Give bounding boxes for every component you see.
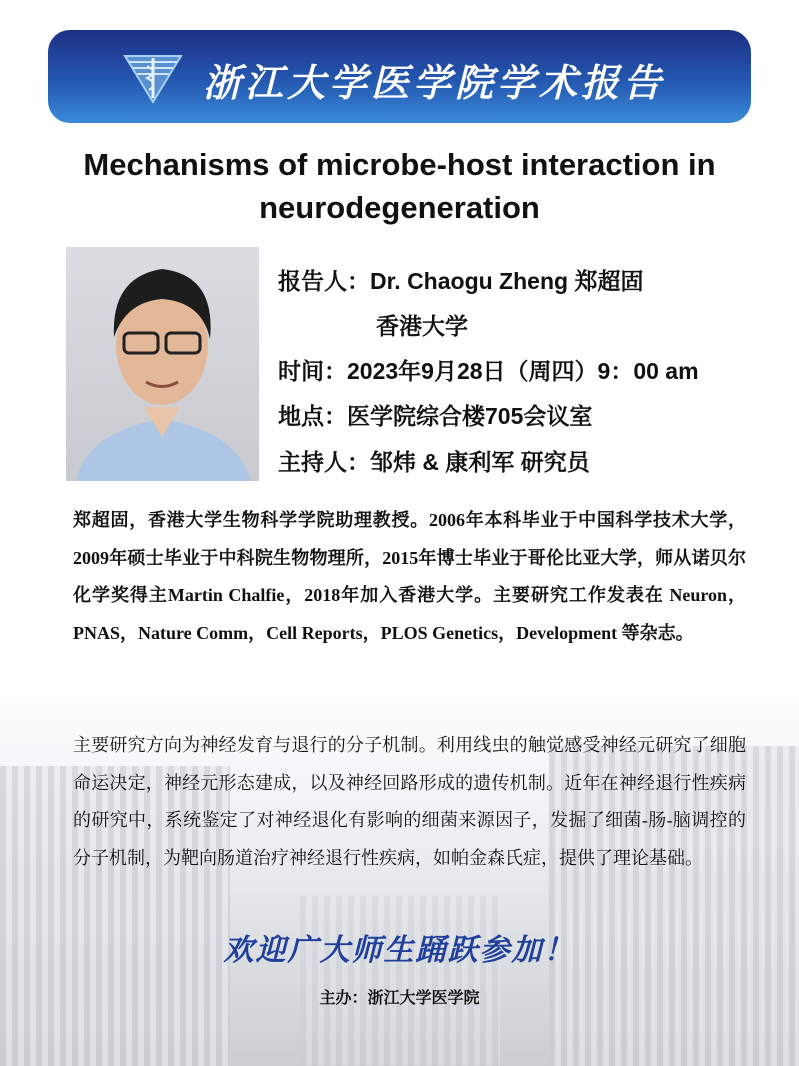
banner-title: 浙江大学医学院学术报告 bbox=[203, 63, 666, 105]
host-label: 主持人： bbox=[278, 449, 370, 475]
time-value: 2023年9月28日（周四）9：00 am bbox=[347, 358, 699, 384]
time-label: 时间： bbox=[278, 358, 347, 384]
time-line bbox=[278, 353, 699, 386]
speaker-label: 报告人： bbox=[278, 268, 370, 294]
talk-title bbox=[0, 143, 799, 229]
location-line bbox=[278, 398, 592, 431]
speaker-affiliation: 香港大学 bbox=[376, 313, 468, 339]
sponsor: 主办：浙江大学医学院 bbox=[319, 990, 480, 1007]
caduceus-wings-logo-icon bbox=[123, 50, 183, 105]
speaker-photo bbox=[66, 247, 259, 481]
research-summary: 主要研究方向为神经发育与退行的分子机制。利用线虫的触觉感受神经元研究了细胞命运决定，神经元形态建成，以及神经回路形成的遗传机制。近年在神经退行性疾病的研究中，系统鉴定了对神经退化有影响的细菌来源因子，发掘了细菌-肠-脑调控的分子机制，为靶向肠道治疗神经退行性疾病，如帕金森氏症，提供了理论基础。 bbox=[73, 735, 746, 868]
speaker-bio: 郑超固，香港大学生物科学学院助理教授。2006年本科毕业于中国科学技术大学，2009年硕士毕业于中科院生物物理所，2015年博士毕业于哥伦比亚大学，师从诺贝尔化学奖得主Martin Chalfie，2018年加入香港大学。主要研究工作发表在 Neuron，PNAS，Nature Comm，Cell Reports，PLOS Genetics，Development 等杂志。 bbox=[73, 510, 746, 643]
speaker-line bbox=[278, 263, 643, 296]
welcome-slogan: 欢迎广大师生踊跃参加！ bbox=[223, 934, 576, 967]
speaker-portrait-icon bbox=[66, 247, 259, 481]
location-value: 医学院综合楼705会议室 bbox=[347, 403, 593, 429]
building-center bbox=[300, 896, 500, 1066]
host-value: 邹炜 & 康利军 研究员 bbox=[370, 449, 590, 475]
talk-title-line1: Mechanisms of microbe-host interaction in bbox=[83, 147, 716, 182]
host-line bbox=[278, 444, 590, 477]
speaker-name: Dr. Chaogu Zheng 郑超固 bbox=[370, 268, 644, 294]
header-banner bbox=[48, 30, 751, 123]
talk-title-line2: neurodegeneration bbox=[259, 190, 540, 225]
location-label: 地点： bbox=[278, 403, 347, 429]
